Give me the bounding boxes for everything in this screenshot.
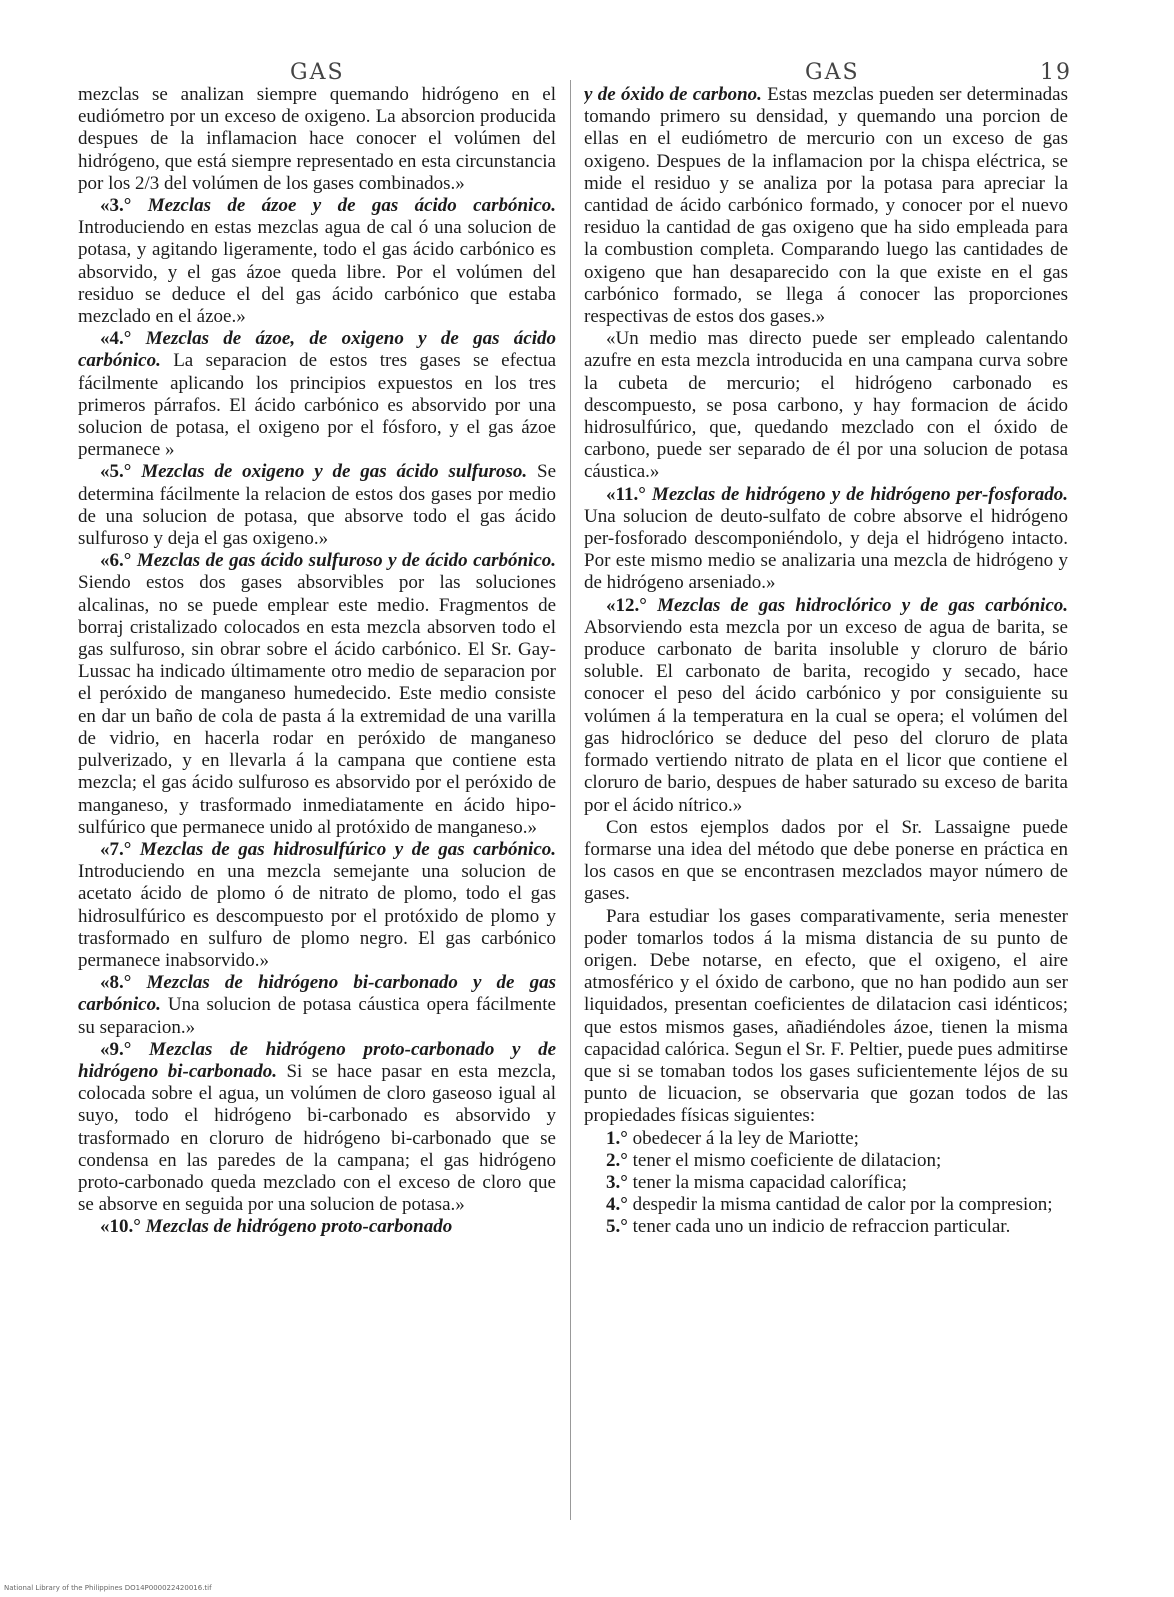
paragraph: Para estudiar los gases comparativamente, seria menester poder tomarlos todos á la misma distancia de su punto de origen. Debe notarse, en efecto, que el oxigeno, el aire atmosférico y el óxido de carbono, que no han podido aun ser liquidados, presentan coeficientes de dilatacion casi idénticos; que estos mismos gases, añadiéndoles ázoe, tienen la misma capacidad calórica. Segun el Sr. F. Peltier, puede pues admitirse que si se tomaban todos los gases suficientemente léjos de su punto de licuacion, se observaria que gozan todos de las propiedades físicas siguientes: <box>584 905 1068 1127</box>
paragraph: Con estos ejemplos dados por el Sr. Lassaigne puede formarse una idea del método que debe ponerse en práctica en los casos en que se encontrasen mezclados mayor número de gases. <box>584 816 1068 905</box>
item-text: Se determina fácilmente la relacion de estos dos gases por medio de una solucion de potasa, que absorve todo el gas ácido sulfuroso y deja el gas oxigeno.» <box>78 461 556 550</box>
paragraph-item-8 <box>78 972 556 1039</box>
item-title: Mezclas de ázoe, de oxigeno y de gas ácido carbónico. <box>78 328 556 372</box>
left-column <box>78 84 556 1544</box>
item-title: Mezclas de hidrógeno proto-carbonado <box>145 1216 453 1238</box>
item-title: Mezclas de gas hidrosulfúrico y de gas carbónico. <box>139 838 556 860</box>
list-item: 1.° obedecer á la ley de Mariotte; <box>606 1127 859 1149</box>
paragraph-continued <box>584 84 1068 328</box>
item-text: Introduciendo en estas mezclas agua de cal ó una solucion de potasa, y agitando ligeramente, todo el gas ácido carbónico es absorvido, y el gas ázoe queda libre. Por el volúmen del residuo se deduce el del gas ácido carbónico que estaba mezclado en el ázoe.» <box>78 217 556 328</box>
item-number: «8.° <box>100 972 132 994</box>
item-title: Mezclas de hidrógeno y de hidrógeno per-fosforado. <box>651 483 1068 505</box>
item-title: y de óxido de carbono. <box>584 84 762 105</box>
list-item: 4.° despedir la misma cantidad de calor por la compresion; <box>606 1194 1053 1216</box>
page-number: 19 <box>1040 60 1072 85</box>
paragraph-item-5 <box>78 461 556 550</box>
list-item: 5.° tener cada uno un indicio de refraccion particular. <box>606 1216 1011 1238</box>
running-head-right: GAS <box>805 60 860 85</box>
item-title: Mezclas de hidrógeno bi-carbonado y de gas carbónico. <box>78 972 556 1016</box>
item-text: Absorviendo esta mezcla por un exceso de agua de barita, se produce carbonato de barita insoluble y cloruro de bário soluble. El carbonato de barita, recogido y secado, hace conocer el peso del ácido carbónico y por consiguiente su volúmen á la temperatura en la cual se opera; el volúmen del gas hidroclórico se deduce del peso del cloruro de plata formado vertiendo nitrato de plata en el licor que contiene el cloruro de bario, despues de haber saturado su exceso de barita por el ácido nítrico.» <box>584 616 1068 816</box>
item-title: Mezclas de gas hidroclórico y de gas carbónico. <box>657 594 1068 616</box>
item-number: «10.° <box>100 1216 141 1238</box>
scan-footer: National Library of the Philippines DO14P000022420016.tif <box>4 1584 212 1592</box>
item-title: Mezclas de oxigeno y de gas ácido sulfuroso. <box>141 461 528 483</box>
item-title: Mezclas de gas ácido sulfuroso y de ácido carbónico. <box>136 550 556 572</box>
item-number: «4.° <box>100 328 132 350</box>
item-text: La separacion de estos tres gases se efectua fácilmente aplicando los principios expuestos en los tres primeros párrafos. El ácido carbónico es absorvido por una solucion de potasa, el oxigeno por el fósforo, y el gas ázoe permanece » <box>78 350 556 461</box>
paragraph-item-10 <box>78 1216 556 1238</box>
running-head-left: GAS <box>290 60 345 85</box>
paragraph: «Un medio mas directo puede ser empleado calentando azufre en esta mezcla introducida en una campana curva sobre la cubeta de mercurio; el hidrógeno carbonado es descompuesto, se posa carbono, y hay formacion de ácido hidrosulfúrico, que, quedando mezclado con el óxido de carbono, puede ser separado de él por una solucion de potasa cáustica.» <box>584 328 1068 483</box>
item-text: Una solucion de potasa cáustica opera fácilmente su separacion.» <box>78 994 556 1038</box>
item-number: «5.° <box>100 461 132 483</box>
item-number: «3.° <box>100 195 132 217</box>
item-title: Mezclas de ázoe y de gas ácido carbónico. <box>147 195 556 217</box>
item-title: Mezclas de hidrógeno proto-carbonado y de hidrógeno bi-carbonado. <box>78 1038 556 1082</box>
item-number: «6.° <box>100 550 132 572</box>
paragraph-item-3 <box>78 195 556 328</box>
item-text: Si se hace pasar en esta mezcla, colocada sobre el agua, un volúmen de cloro gaseoso igual al suyo, todo el hidrógeno bi-carbonado es absorvido y trasformado en cloruro de hidrógeno bi-carbonado que se condensa en las paredes de la campana; el gas hidrógeno proto-carbonado queda mezclado con el exceso de cloro que se absorve en seguida por una solucion de potasa.» <box>78 1060 556 1216</box>
list-item: 2.° tener el mismo coeficiente de dilatacion; <box>606 1149 942 1171</box>
column-divider <box>570 80 571 1520</box>
paragraph-item-12 <box>584 595 1068 817</box>
item-number: «9.° <box>100 1038 132 1060</box>
paragraph-item-11 <box>584 484 1068 595</box>
item-number: «11.° <box>606 483 646 505</box>
paragraph-item-4 <box>78 328 556 461</box>
right-column <box>584 84 1068 1544</box>
item-text: Estas mezclas pueden ser determinadas tomando primero su densidad, y quemando una porcion de ellas en el eudiómetro de mercurio con un exceso de gas oxigeno. Despues de la inflamacion por la chispa eléctrica, se mide el residuo y se analiza por la potasa para apreciar la cantidad de ácido carbónico formado, y conocer por el nuevo residuo la cantidad de gas oxigeno que ha sido empleada para la combustion completa. Comparando luego las cantidades de oxigeno que han desaparecido con la que existe en el gas carbónico formado, se llega á conocer las proporciones respectivas de estos dos gases.» <box>584 84 1068 328</box>
item-number: «12.° <box>606 594 647 616</box>
paragraph: mezclas se analizan siempre quemando hidrógeno en el eudiómetro por un exceso de oxigeno. La absorcion producida despues de la inflamacion hace conocer el volúmen del hidrógeno, que está siempre representado en esta circunstancia por los 2/3 del volúmen de los gases combinados.» <box>78 84 556 194</box>
list-item: 3.° tener la misma capacidad calorífica; <box>606 1171 907 1193</box>
paragraph-item-9 <box>78 1039 556 1217</box>
paragraph-item-7 <box>78 839 556 972</box>
item-text: Una solucion de deuto-sulfato de cobre absorve el hidrógeno per-fosforado descomponiéndolo, y deja el hidrógeno intacto. Por este mismo medio se analizaria una mezcla de hidrógeno y de hidrógeno arseniado.» <box>584 505 1068 594</box>
item-text: Introduciendo en una mezcla semejante una solucion de acetato ácido de plomo ó de nitrato de plomo, todo el gas hidrosulfúrico es descompuesto por el protóxido de plomo y trasformado en sulfuro de plomo negro. El gas carbónico permanece inabsorvido.» <box>78 861 556 971</box>
item-text: Siendo estos dos gases absorvibles por las soluciones alcalinas, no se puede emplear este medio. Fragmentos de borraj cristalizado colocados en esta mezcla absorven todo el gas sulfuroso, sin obrar sobre el ácido carbónico. El Sr. Gay-Lussac ha indicado últimamente otro medio de separacion por el peróxido de manganeso humedecido. Este medio consiste en dar un baño de cola de pasta á la extremidad de una varilla de vidrio, en hacerla rodar en peróxido de manganeso pulverizado, y en llevarla á la campana que contiene esta mezcla; el gas ácido sulfuroso es absorvido por el peróxido de manganeso, y trasformado inmediatamente en ácido hipo-sulfúrico que permanece unido al protóxido de manganeso.» <box>78 572 556 838</box>
paragraph-item-6 <box>78 550 556 839</box>
item-number: «7.° <box>100 838 132 860</box>
